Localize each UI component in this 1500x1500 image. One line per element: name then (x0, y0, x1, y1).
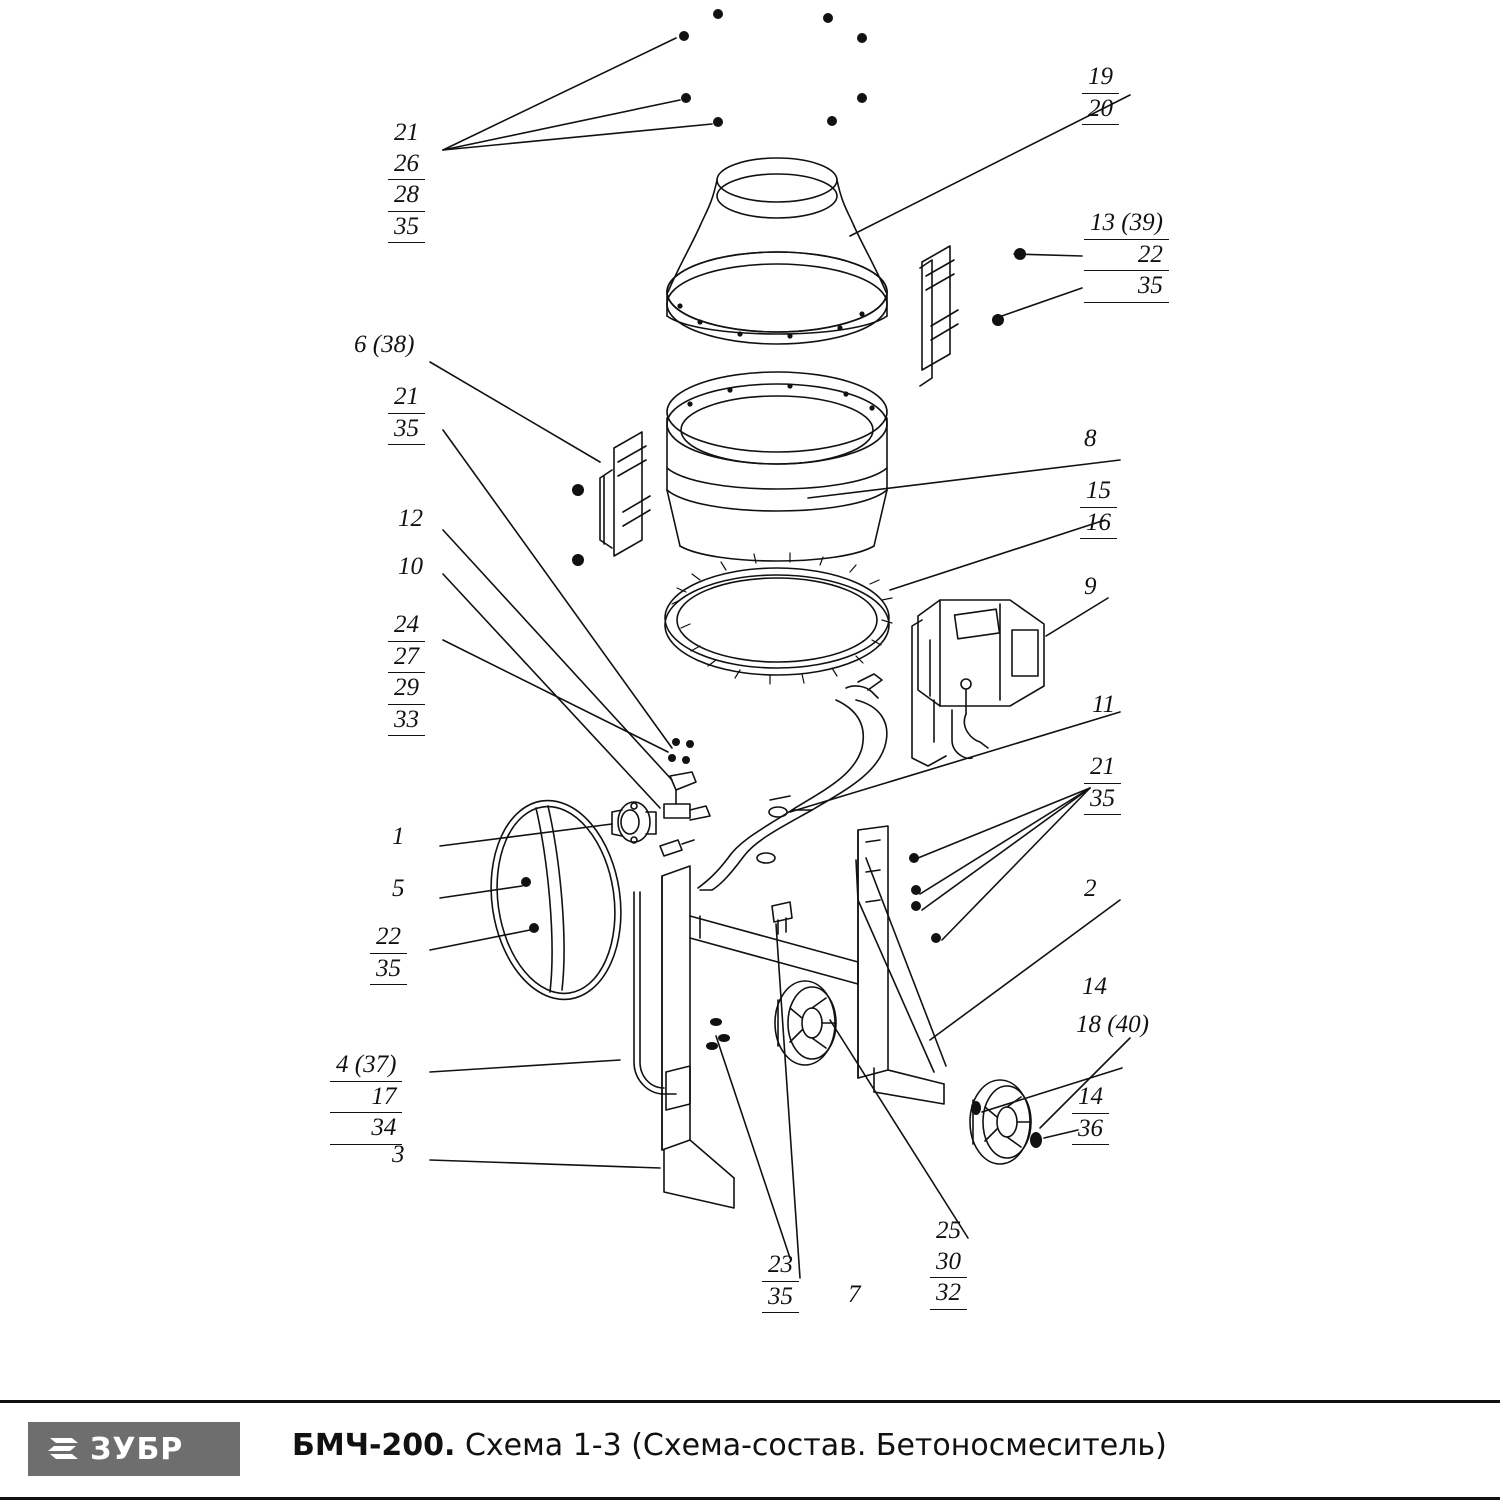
scheme-subtitle: Схема 1-3 (Схема-состав. Бетоносмеситель) (464, 1428, 1167, 1463)
gear-ring (665, 568, 889, 675)
callout-line: 1 (392, 823, 405, 850)
callout-line: 21 (388, 382, 425, 414)
callout-line: 24 (388, 610, 425, 642)
callout-21-26-28-35 (388, 118, 425, 243)
callout-line: 29 (388, 673, 425, 705)
callout-19-20 (1082, 62, 1119, 125)
footer-bar (0, 1400, 1500, 1500)
callout-3 (386, 1140, 411, 1171)
footer-divider-top (0, 1400, 1500, 1403)
callout-line: 21 (394, 119, 419, 146)
callout-24-27-29-33 (388, 610, 425, 736)
callout-line: 8 (1084, 425, 1097, 452)
callout-18-40 (1070, 1010, 1155, 1041)
brand-logo (28, 1422, 240, 1476)
callout-line: 14 (1072, 1082, 1109, 1114)
callout-line: 17 (330, 1082, 402, 1114)
callout-line: 16 (1080, 508, 1117, 540)
callout-line: 21 (1084, 752, 1121, 784)
callout-line: 5 (392, 875, 405, 902)
callout-5 (386, 874, 411, 905)
callout-line: 35 (370, 954, 407, 986)
callout-10 (392, 552, 429, 583)
callout-line: 6 (38) (354, 331, 415, 358)
callout-8 (1078, 424, 1103, 455)
callout-line: 19 (1082, 62, 1119, 94)
callout-line: 4 (37) (330, 1050, 402, 1082)
callout-22-35 (370, 922, 407, 985)
callout-line: 35 (1084, 784, 1121, 816)
callout-21-35-right (1084, 752, 1121, 815)
callout-25-30-32 (930, 1216, 967, 1310)
callout-line: 12 (398, 505, 423, 532)
brand-wordmark: ЗУБР (90, 1431, 184, 1467)
callout-4-17-34 (330, 1050, 402, 1145)
callout-23-35 (762, 1250, 799, 1313)
callout-line: 35 (762, 1282, 799, 1314)
callout-line: 35 (388, 212, 425, 244)
diagram-caption (292, 1428, 1167, 1463)
drum-ring (667, 372, 887, 561)
callout-line: 22 (1084, 240, 1169, 272)
callout-line: 35 (1084, 271, 1169, 303)
callout-12 (392, 504, 429, 535)
callout-line: 26 (388, 149, 425, 181)
callout-14-36 (1072, 1082, 1109, 1145)
callout-line: 23 (762, 1250, 799, 1282)
callout-line: 35 (388, 414, 425, 446)
callout-line: 11 (1092, 691, 1116, 718)
callout-13-22-35 (1084, 208, 1169, 303)
callout-1 (386, 822, 411, 853)
callout-line: 14 (1082, 973, 1107, 1000)
callout-6-38 (348, 330, 420, 361)
callout-line: 33 (388, 705, 425, 737)
callout-line: 27 (388, 642, 425, 674)
callout-7 (842, 1280, 867, 1311)
callout-2 (1078, 874, 1103, 905)
callout-line: 10 (398, 553, 423, 580)
handle-bracket-left (600, 432, 650, 556)
wheel-front (970, 1080, 1042, 1164)
callout-line: 13 (39) (1084, 208, 1169, 240)
callout-line: 7 (848, 1281, 861, 1308)
drum-upper-cone (667, 158, 887, 344)
fastener-dots-frame-right (909, 853, 941, 943)
callout-line: 34 (330, 1113, 402, 1145)
callout-9 (1078, 572, 1103, 603)
callout-line: 28 (388, 180, 425, 212)
callout-11 (1086, 690, 1121, 721)
callout-line: 2 (1084, 875, 1097, 902)
callout-line: 32 (930, 1278, 967, 1310)
callout-line: 30 (930, 1247, 967, 1279)
model-name: БМЧ-200. (292, 1428, 456, 1463)
callout-line: 25 (936, 1217, 961, 1244)
callout-line: 18 (40) (1076, 1011, 1149, 1038)
callout-line: 22 (370, 922, 407, 954)
arrow-logo-icon (46, 1434, 80, 1464)
flange-and-fittings (612, 772, 710, 856)
callout-15-16 (1080, 476, 1117, 539)
callout-line: 3 (392, 1141, 405, 1168)
callout-line: 36 (1072, 1114, 1109, 1146)
callout-14-top (1076, 972, 1113, 1003)
frame-stand (634, 826, 946, 1208)
fastener-dots-top (679, 9, 867, 127)
callout-line: 20 (1082, 94, 1119, 126)
handle-bracket-right (920, 246, 958, 386)
callout-line: 15 (1080, 476, 1117, 508)
callout-line: 9 (1084, 573, 1097, 600)
callout-21-35-left (388, 382, 425, 445)
